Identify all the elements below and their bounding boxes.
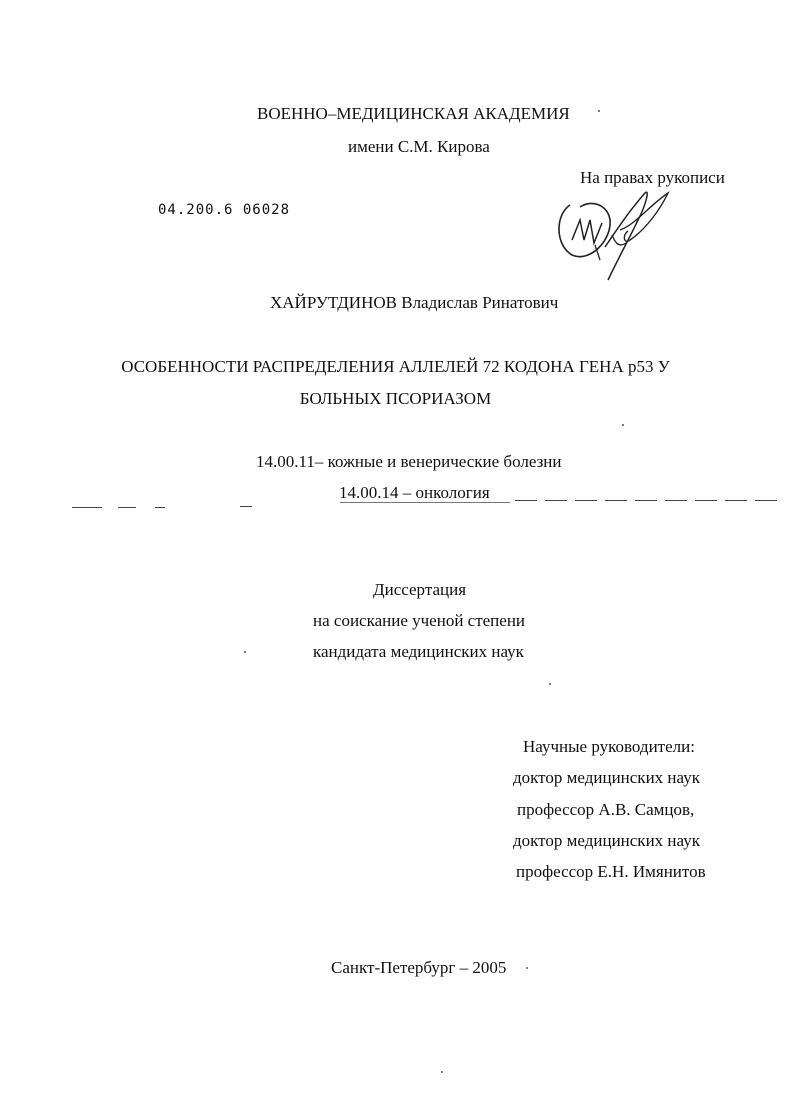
manuscript-note: На правах рукописи (580, 168, 725, 187)
specialty-code-1: 14.00.11– кожные и венерические болезни (256, 452, 562, 471)
city-year-footer: Санкт-Петербург – 2005 (331, 958, 507, 977)
dissertation-label: Диссертация (373, 580, 467, 599)
thesis-title-line-1: ОСОБЕННОСТИ РАСПРЕДЕЛЕНИЯ АЛЛЕЛЕЙ 72 КОДОНА ГЕНА p53 У (121, 357, 670, 376)
registration-number: 04.200.6 06028 (158, 202, 291, 218)
supervisor-line: доктор медицинских наук (513, 768, 700, 787)
institution-subtitle: имени С.М. Кирова (348, 137, 490, 156)
supervisor-line: доктор медицинских наук (513, 831, 700, 850)
supervisors-heading: Научные руководители: (523, 737, 695, 756)
signature-icon (550, 185, 690, 290)
supervisor-line: профессор А.В. Самцов, (517, 800, 695, 819)
institution-name: ВОЕННО–МЕДИЦИНСКАЯ АКАДЕМИЯ (257, 104, 570, 123)
thesis-title-line-2: БОЛЬНЫХ ПСОРИАЗОМ (299, 389, 492, 408)
dissertation-degree-line: на соискание ученой степени (313, 611, 526, 630)
author-name: ХАЙРУТДИНОВ Владислав Ринатович (270, 293, 559, 312)
dissertation-candidate-line: кандидата медицинских наук (313, 642, 524, 661)
specialty-code-2: 14.00.14 – онкология (339, 483, 490, 502)
supervisor-line: профессор Е.Н. Имянитов (516, 862, 706, 881)
